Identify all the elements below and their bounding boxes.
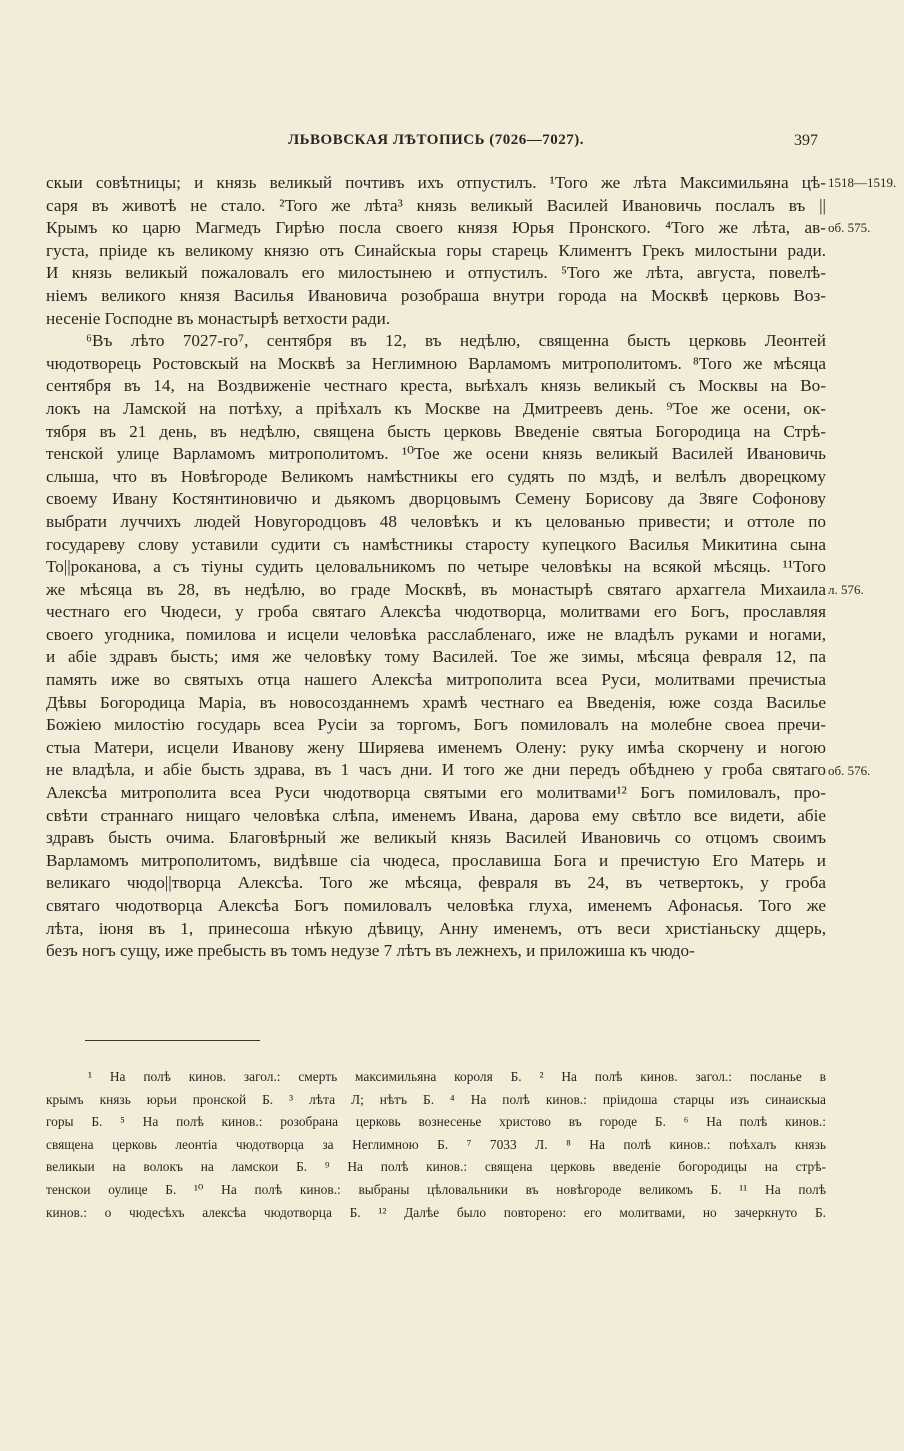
text-line: ⁶Въ лѣто 7027-го⁷, сентября въ 12, въ недѣлю, священна бысть церковь Леонтей [86,331,826,351]
footnote-divider [85,1040,260,1041]
text-line: государеву слову уставили судити съ намѣстникы старосту купецкого Василья Микитина сына [46,534,826,554]
text-line: честнаго его Чюдеси, у гроба святаго Алексѣа чюдотворца, молитвами его Богъ, прославляя [46,602,826,622]
text-line: безъ ногъ сущу, иже пребысть въ томъ недузе 7 лѣтъ въ лежнехъ, и приложиша къ чюдо- [46,941,695,961]
text-line: и абіе здравъ бысть; имя же человѣку тому Василей. Тое же зимы, мѣсяца февраля 12, па [46,647,826,667]
text-line: локъ на Ламской на потѣху, а пріѣхалъ къ Москве на Дмитреевъ день. ⁹Тое же осени, ок- [46,398,826,418]
footnotes-block [46,1066,826,1224]
text-line: своего угодника, помилова и исцели человѣка расслабленаго, иже не владѣлъ руками и ногами, [46,624,826,644]
text-line: своему Ивану Костянтиновичю и дьякомъ дворцовымъ Семену Борисову да Звяге Софонову [46,489,826,509]
footnote-line: великыи на волокъ на ламскои Б. ⁹ На полѣ кинов.: священа церковь введеніе богородицы на стрѣ- [46,1159,826,1175]
margin-note: об. 575. [828,220,871,236]
text-line: Божіею милостію государь всеа Русіи за торгомъ, Богъ помиловалъ на молебне своеа пречи- [46,715,826,735]
text-line: выбрати луччихъ людей Новугородцовъ 48 человѣкъ и къ целованью привести; и оттоле по [46,511,826,531]
text-line: лѣта, іюня въ 1, принесоша нѣкую дѣвицу, Анну именемъ, отъ веси христіаньску дщерь, [46,918,826,938]
footnote-line: тенскои оулице Б. ¹⁰ На полѣ кинов.: выбраны цѣловальники въ новѣгороде великомъ Б. ¹¹ На полѣ [46,1181,826,1197]
text-line: тенской улице Варламомъ митрополитомъ. ¹⁰Тое же осени князь великый Василей Ивановичь [46,444,826,464]
text-line: сентября въ 14, на Воздвиженіе честнаго креста, выѣхалъ князь великый съ Москвы на Во- [46,376,826,396]
text-line: густа, пріиде къ великому князю отъ Синайскыа горы старець Климентъ Грекъ милостыни ради. [46,240,826,260]
text-line: тября въ 21 день, въ недѣлю, священа бысть церковь Введеніе святыа Богородица на Стрѣ- [46,421,826,441]
text-line: не владѣла, и абіе бысть здрава, въ 1 часъ дни. И того же дни передъ обѣднею у гроба святаго [46,760,826,780]
footnote-line: горы Б. ⁵ На полѣ кинов.: розобрана церковь вознесенье христово въ городе Б. ⁶ На полѣ кинов.: [46,1114,826,1130]
text-line: слыша, что въ Новѣгороде Великомъ намѣстникы его судять по мздѣ, и велѣлъ дворецкому [46,466,826,486]
text-line: несеніе Господне въ монастырѣ ветхости ради. [46,308,391,328]
text-line: Крымъ ко царю Магмедъ Гирѣю посла своего князя Юрья Пронского. ⁴Того же лѣта, ав- [46,218,826,238]
text-line: скыи совѣтницы; и князь великый почтивъ ихъ отпустилъ. ¹Того же лѣта Максимильяна цѣ- [46,173,826,192]
text-line: здравъ бысть очима. Благовѣрный же великый князь Василей Ивановичь со отцомъ своимъ [46,828,826,848]
margin-note: 1518—1519. [828,175,897,190]
main-text-block [46,172,826,963]
footnote-line: священа церковь леонтіа чюдотворца за Неглимною Б. ⁷ 7033 Л. ⁸ На полѣ кинов.: поѣхалъ князь [46,1136,826,1152]
footnote-line: ¹ На полѣ кинов. загол.: смерть максимильяна короля Б. ² На полѣ кинов. загол.: посланье в [88,1069,826,1084]
text-line: ніемъ великого князя Василья Ивановича розобраша внутри города на Москвѣ церковь Воз- [46,285,826,305]
text-line: святаго чюдотворца Алексѣа Богъ помиловалъ человѣка глуха, именемъ Афонасья. Того же [46,896,826,915]
text-line: саря въ животѣ не стало. ²Того же лѣта³ князь великый Василей Ивановичь послалъ въ || [46,195,826,215]
footnote-line: крымъ князь юрьи пронской Б. ³ лѣта Л; нѣтъ Б. ⁴ На полѣ кинов.: пріидоша старцы изъ синаискыа [46,1091,826,1107]
text-line: великаго чюдо||творца Алексѣа. Того же мѣсяца, февраля въ 24, въ четвертокъ, у гроба [46,873,826,893]
text-line: То||роканова, а съ тіуны судить целовальникомъ по четыре человѣкы на всякой мѣсяць. ¹¹Того [46,557,826,577]
margin-note: л. 576. [828,581,864,597]
text-line: стыа Матери, исцели Иванову жену Ширяева именемъ Олену: руку имѣа скорчену и ногою [46,737,826,757]
page-number: 397 [794,132,818,149]
running-title: ЛЬВОВСКАЯ ЛѢТОПИСЬ (7026—7027). [287,132,585,148]
margin-note: об. 576. [828,762,871,778]
text-line: же мѣсяца въ 28, въ недѣлю, во граде Москвѣ, въ монастырѣ святаго архаггела Михаила [46,579,826,599]
text-line: Варламомъ митрополитомъ, видѣвше сіа чюдеса, прославиша Бога и пречистую Его Матерь и [46,850,826,870]
text-line: чюдотворець Ростовскый на Москвѣ за Неглимною Варламомъ митрополитомъ. ⁸Того же мѣсяца [46,353,826,373]
footnote-line: кинов.: о чюдесѣхъ алексѣа чюдотворца Б. ¹² Далѣе было повторено: его молитвами, но зачеркнуто Б. [46,1204,826,1220]
text-line: Алексѣа митрополита всеа Руси чюдотворца святыми его молитвами¹² Богъ помиловалъ, про- [46,783,826,803]
text-line: И князь великый пожаловалъ его милостынею и отпустилъ. ⁵Того же лѣта, августа, повелѣ- [46,263,826,283]
text-line: свѣти страннаго нищаго человѣка слѣпа, именемъ Ивана, дарова ему свѣтло все видети, абіе [46,805,826,825]
running-head [46,132,826,154]
text-line: память иже во святыхъ отца нашего Алексѣа митрополита всеа Руси, молитвами пречистыа [46,670,826,690]
text-line: Дѣвы Богородица Маріа, въ новосозданнемъ храмѣ честнаго еа Введенія, юже созда Василье [46,692,826,712]
